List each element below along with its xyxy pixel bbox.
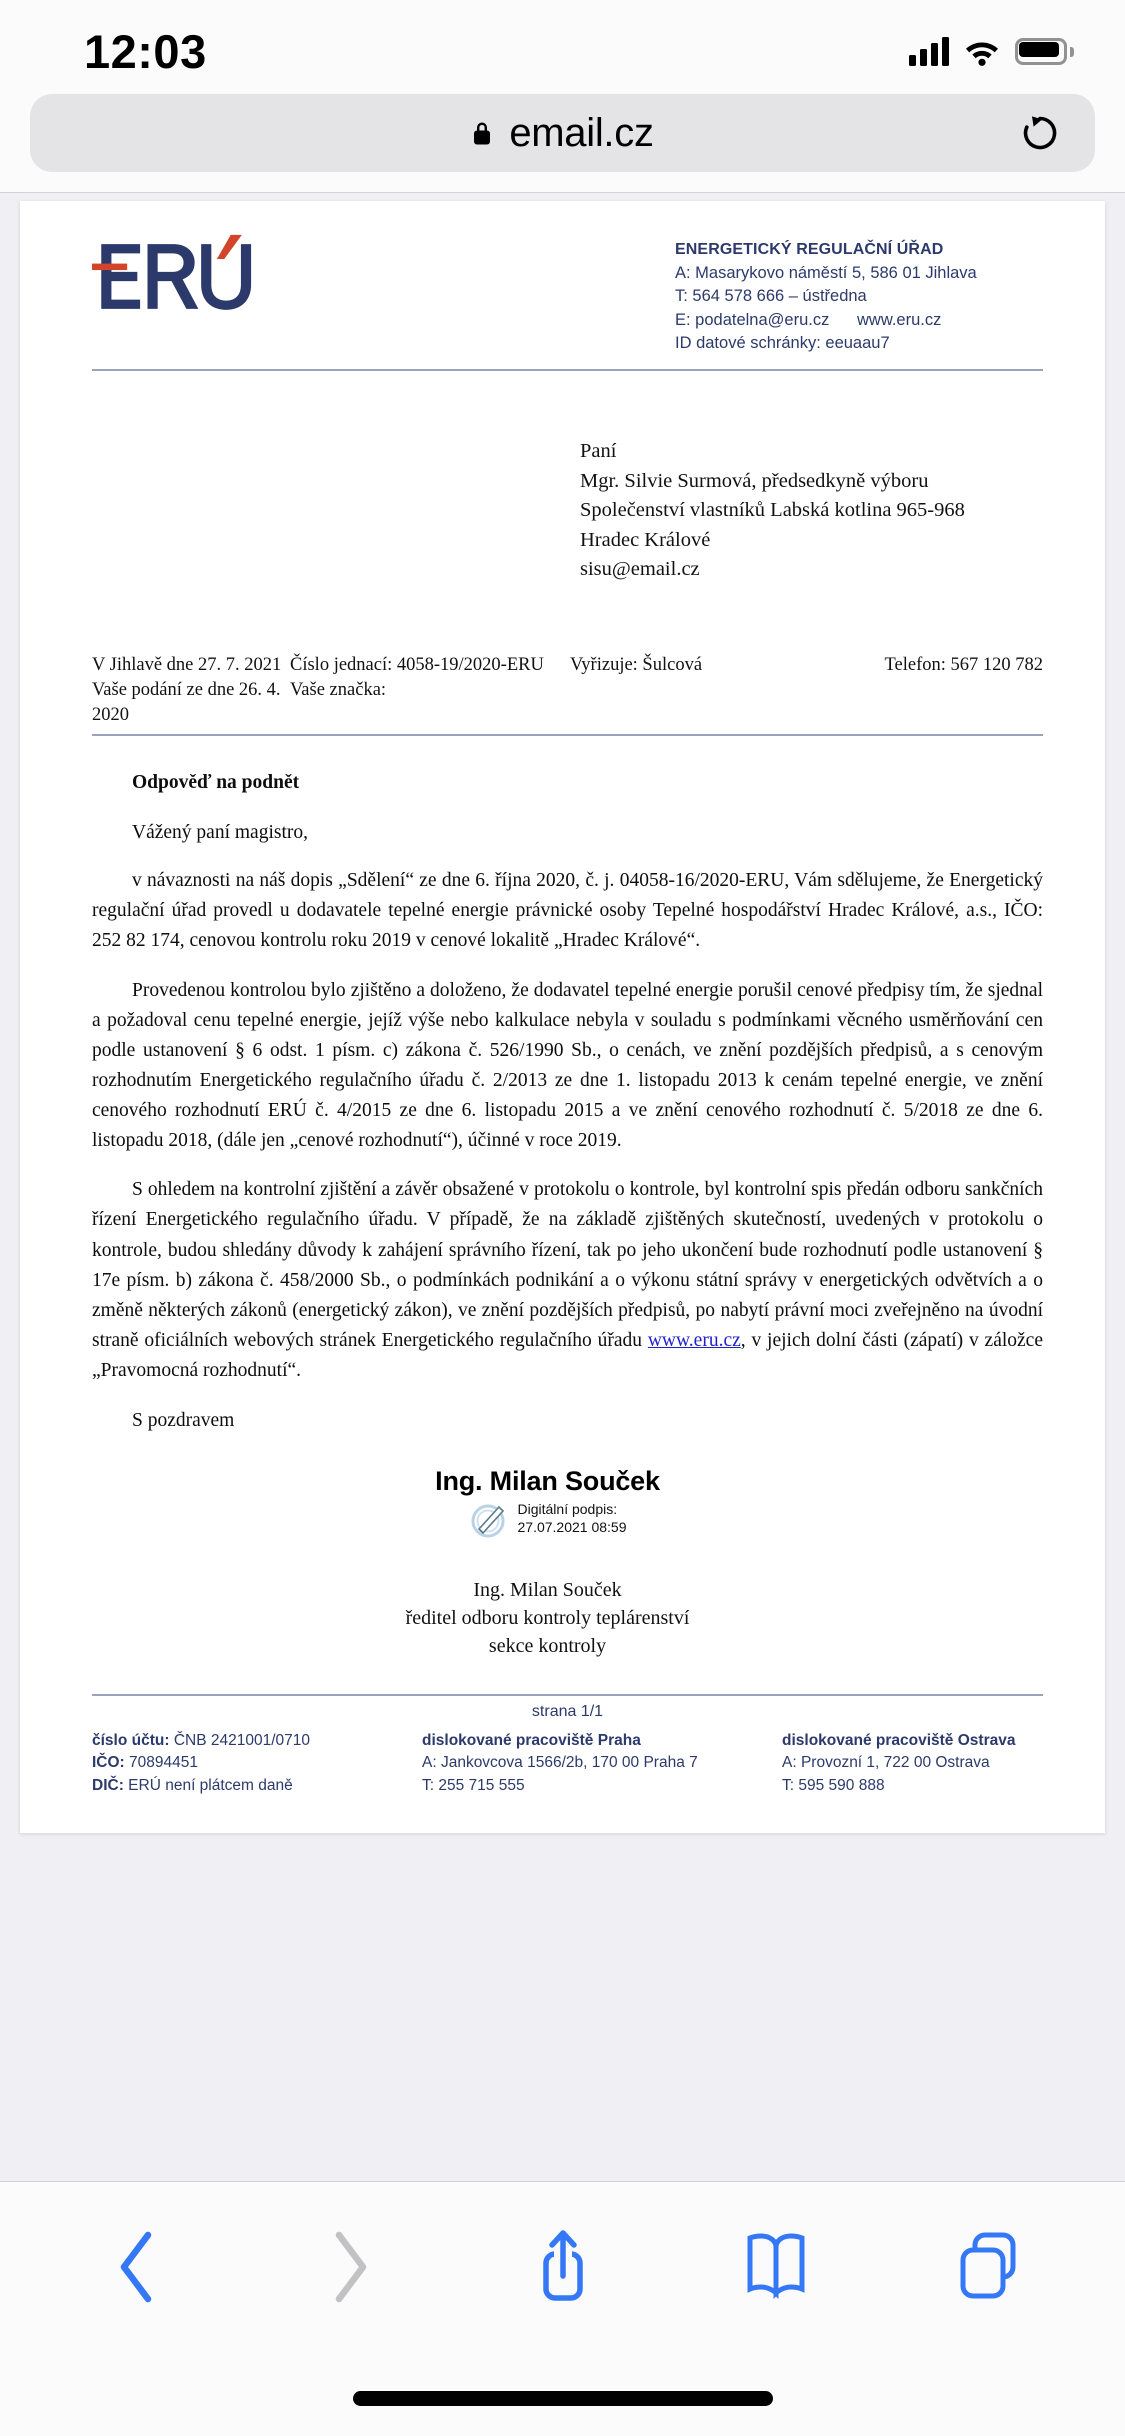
organization-databox: ID datové schránky: eeuaau7 <box>675 333 890 352</box>
footer-ico-value: 70894451 <box>129 1754 198 1772</box>
back-button[interactable] <box>89 2219 185 2315</box>
digital-signature-stamp <box>92 1498 1003 1540</box>
letter-closing: S pozdravem <box>132 1409 235 1431</box>
signer-title-2: sekce kontroly <box>488 1634 607 1657</box>
reference-file-number: Číslo jednací: 4058-19/2020-ERU <box>290 654 544 675</box>
reference-row-2 <box>92 678 1043 728</box>
organization-web: www.eru.cz <box>857 310 942 329</box>
recipient-line-0: Paní <box>580 440 617 463</box>
footer-ostrava-address: A: Provozní 1, 722 00 Ostrava <box>782 1754 990 1772</box>
status-bar-indicators <box>909 36 1067 66</box>
document-page <box>20 201 1105 1833</box>
organization-name: ENERGETICKÝ REGULAČNÍ ÚŘAD <box>675 241 944 258</box>
back-chevron-icon <box>110 2227 164 2307</box>
digital-signature-datetime: 27.07.2021 08:59 <box>517 1518 627 1535</box>
share-button[interactable] <box>515 2219 611 2315</box>
recipient-line-1: Mgr. Silvie Surmová, předsedkyně výboru <box>580 469 929 492</box>
footer-column-ostrava <box>782 1730 1043 1797</box>
browser-toolbar <box>0 2181 1125 2436</box>
footer-praha-title: dislokované pracoviště Praha <box>422 1731 641 1749</box>
status-bar-time: 12:03 <box>84 24 207 78</box>
footer-ico-row <box>92 1752 422 1774</box>
footer-account-value: ČNB 2421001/0710 <box>173 1731 310 1749</box>
recipient-email: sisu@email.cz <box>580 558 700 581</box>
recipient-line-3: Hradec Králové <box>580 528 711 551</box>
address-bar-content <box>471 111 653 156</box>
letter-body <box>20 736 1105 1659</box>
letterhead <box>20 201 1105 355</box>
footer-columns <box>92 1730 1043 1797</box>
signer-title-1: ředitel odboru kontroly teplárenství <box>405 1606 690 1629</box>
reference-handled-by: Vyřizuje: Šulcová <box>570 654 703 675</box>
footer-column-bank <box>92 1730 422 1797</box>
footer-praha-address: A: Jankovcova 1566/2b, 170 00 Praha 7 <box>422 1754 698 1772</box>
footer-dic-label: DIČ: <box>92 1776 124 1794</box>
recipient-address-block <box>20 437 1105 585</box>
recipient-line-2: Společenství vlastníků Labská kotlina 965-968 <box>580 499 965 522</box>
letter-subject: Odpověď na podnět <box>132 772 300 794</box>
page-number: strana 1/1 <box>531 1702 604 1720</box>
organization-email-web-row <box>675 309 1053 332</box>
address-bar[interactable] <box>30 94 1095 172</box>
eru-website-link[interactable]: www.eru.cz <box>647 1329 741 1351</box>
bookmarks-button[interactable] <box>728 2219 824 2315</box>
reference-your-reference: Vaše značka: <box>290 679 387 700</box>
letter-paragraph-2: Provedenou kontrolou bylo zjištěno a doloženo, že dodavatel tepelné energie porušil cenové předpisy tím, že sjednal a požadoval cenu tepelné energie, jejíž výše nebo kalkulace nebyla v souladu s podmínkami věcného usměrňování cen podle ustanovení § 6 odst. 1 písm. c) zákona č. 526/1990 Sb., o cenách, ve znění pozdějších předpisů, a s cenovým rozhodnutím Energetického regulačního úřadu č. 2/2013 ze dne 1. listopadu 2013 k cenám tepelné energie, ve znění cenového rozhodnutí ERÚ č. 4/2015 ze dne 6. listopadu 2015 a ve znění cenového rozhodnutí č. 5/2018 ze dne 6. listopadu 2018, (dále jen „cenové rozhodnutí“), účinné v roce 2019. <box>92 979 1043 1151</box>
footer-divider <box>92 1694 1043 1696</box>
reference-phone: Telefon: 567 120 782 <box>884 654 1043 675</box>
signature-stamp-name: Ing. Milan Souček <box>435 1465 660 1496</box>
footer-account-label: číslo účtu: <box>92 1731 170 1749</box>
reference-block <box>92 653 1043 736</box>
footer-praha-phone: T: 255 715 555 <box>422 1776 525 1794</box>
cellular-signal-icon <box>909 36 949 66</box>
footer-ostrava-title: dislokované pracoviště Ostrava <box>782 1731 1016 1749</box>
web-page-viewport[interactable] <box>0 192 1125 2181</box>
organization-contact-block <box>675 239 1053 355</box>
url-text: email.cz <box>509 110 654 155</box>
organization-phone: T: 564 578 666 – ústředna <box>675 287 867 306</box>
browser-url-bar-container <box>0 94 1125 192</box>
reference-place-date: V Jihlavě dne 27. 7. 2021 <box>92 654 282 675</box>
organization-address: A: Masarykovo náměstí 5, 586 01 Jihlava <box>675 263 977 282</box>
signature-area <box>92 1466 1043 1660</box>
eru-logo <box>92 233 277 321</box>
paragraph-3-text-after: , v jejich dolní části (zápatí) v záložce „Pravomocná rozhodnutí“. <box>92 1329 1043 1381</box>
reference-row-1 <box>92 653 1043 678</box>
digital-signature-label: Digitální podpis: <box>517 1501 618 1518</box>
wifi-icon <box>963 36 1001 66</box>
document-footer <box>92 1694 1043 1797</box>
digital-signature-text <box>518 1501 627 1536</box>
footer-ostrava-phone: T: 595 590 888 <box>782 1776 885 1794</box>
signer-name: Ing. Milan Souček <box>473 1578 622 1601</box>
status-bar <box>0 0 1125 88</box>
tabs-button[interactable] <box>941 2219 1037 2315</box>
forward-button[interactable] <box>302 2219 398 2315</box>
signer-details <box>92 1576 1003 1660</box>
letter-salutation: Vážený paní magistro, <box>132 822 308 844</box>
digital-signature-seal-icon <box>469 1498 511 1540</box>
reload-icon[interactable] <box>1019 112 1061 154</box>
footer-account-row <box>92 1730 422 1752</box>
organization-email: E: podatelna@eru.cz <box>675 310 830 329</box>
share-icon <box>532 2226 594 2308</box>
footer-dic-value: ERÚ není plátcem daně <box>128 1776 293 1794</box>
letterhead-divider <box>92 369 1043 371</box>
footer-ico-label: IČO: <box>92 1754 125 1772</box>
letter-paragraph-3 <box>92 1175 1043 1385</box>
footer-dic-row <box>92 1775 422 1797</box>
lock-icon <box>471 119 493 147</box>
bookmarks-icon <box>743 2231 809 2303</box>
browser-toolbar-icons <box>0 2202 1125 2332</box>
battery-icon <box>1015 38 1067 65</box>
letter-paragraph-1: v návaznosti na náš dopis „Sdělení“ ze dne 6. října 2020, č. j. 04058-16/2020-ERU, Vám sdělujeme, že Energetický regulační úřad provedl u dodavatele tepelné energie právnické osoby Tepelné hospodářství Hradec Králové, a.s., IČO: 252 82 174, cenovou kontrolu roku 2019 v cenové lokalitě „Hradec Králové“. <box>92 870 1043 952</box>
footer-column-praha <box>422 1730 782 1797</box>
paragraph-3-text-before: S ohledem na kontrolní zjištění a závěr obsažené v protokolu o kontrole, byl kontrolní spis předán odboru sankčních řízení Energetického regulačního úřadu. V případě, že na základě zjištěných skutečností, uvedených v protokolu o kontrole, budou shledány důvody k zahájení správního řízení, tak po jeho ukončení bude rozhodnutí podle ustanovení § 17e písm. b) zákona č. 458/2000 Sb., o podmínkách podnikání a o výkonu státní správy v energetických odvětvích a o změně některých zákonů (energetický zákon), ve znění pozdějších předpisů, po nabytí právní moci zveřejněno na úvodní straně oficiálních webových stránek Energetického regulačního úřadu <box>92 1179 1043 1351</box>
home-indicator <box>353 2391 773 2406</box>
tabs-icon <box>955 2230 1023 2304</box>
forward-chevron-icon <box>323 2227 377 2307</box>
reference-your-submission: Vaše podání ze dne 26. 4. 2020 <box>92 679 281 725</box>
